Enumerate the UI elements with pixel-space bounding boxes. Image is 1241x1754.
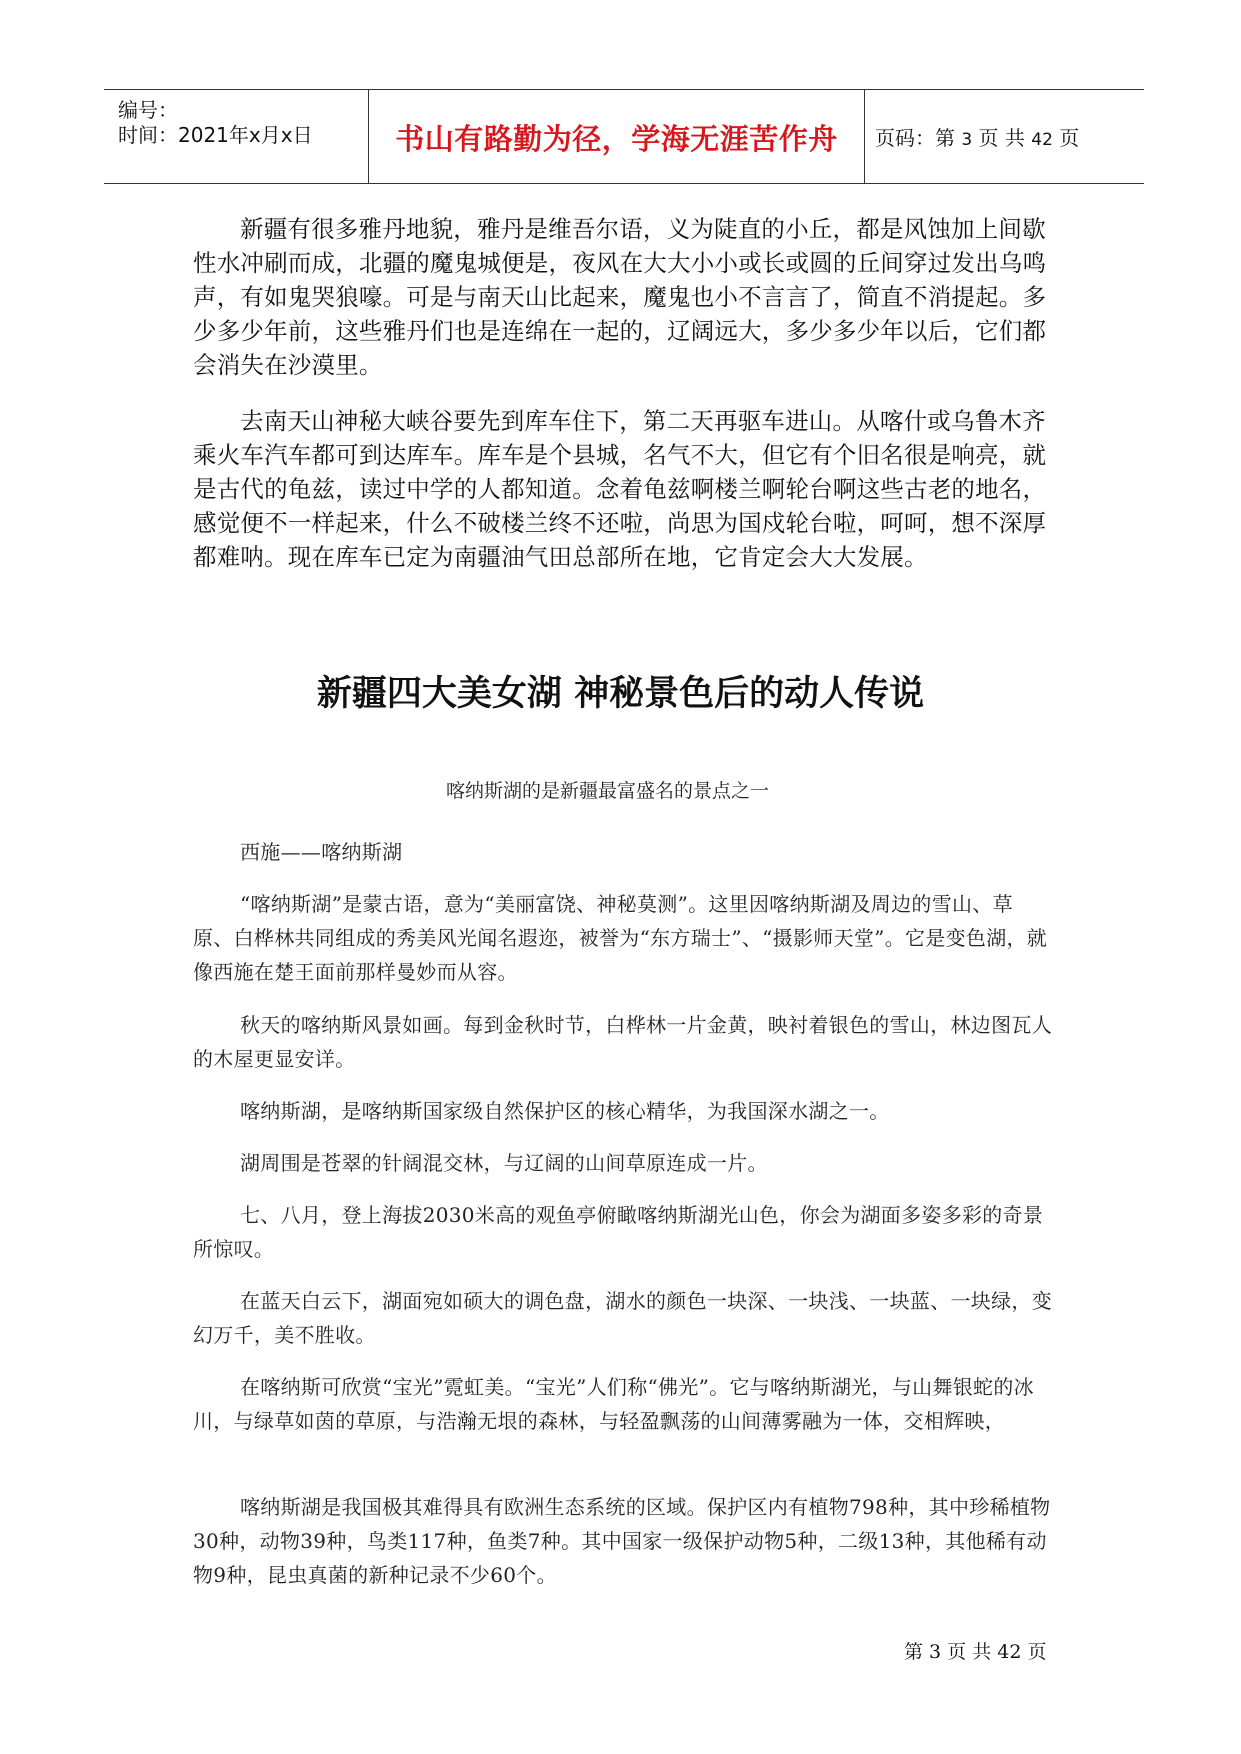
page-code-current: 3 [961,130,973,150]
article-paragraph: 秋天的喀纳斯风景如画。每到金秋时节，白桦林一片金黄，映衬着银色的雪山，林边图瓦人的木屋更显安详。 [193,1013,1052,1071]
article-paragraph: 在蓝天白云下，湖面宛如硕大的调色盘，湖水的颜色一块深、一块浅、一块蓝、一块绿，变幻万千，美不胜收。 [193,1289,1052,1347]
article-paragraph: 湖周围是苍翠的针阔混交林，与辽阔的山间草原连成一片。 [240,1151,768,1175]
article-paragraph: 在喀纳斯可欣赏“宝光”霓虹美。“宝光”人们称“佛光”。它与喀纳斯湖光，与山舞银蛇的冰川，与绿草如茵的草原，与浩瀚无垠的森林，与轻盈飘荡的山间薄雾融为一体，交相辉映， [193,1375,1034,1433]
page-header [104,89,1144,184]
header-motto-cell [369,90,865,183]
article-paragraph: 七、八月，登上海拔2030米高的观鱼亭俯瞰喀纳斯湖光山色，你会为湖面多姿多彩的奇景所惊叹。 [193,1203,1044,1261]
intro-paragraph-yardang: 新疆有很多雅丹地貌，雅丹是维吾尔语，义为陡直的小丘，都是风蚀加上间歇性水冲刷而成，北疆的魔鬼城便是，夜风在大大小小或长或圆的丘间穿过发出乌鸣声，有如鬼哭狼嚎。可是与南天山比起来，魔鬼也小不言言了，简直不消提起。多少多少年前，这些雅丹们也是连绵在一起的，辽阔远大，多少多少年以后，它们都会消失在沙漠里。 [193,215,1047,379]
intro-paragraph-kuqa: 去南天山神秘大峡谷要先到库车住下，第二天再驱车进山。从喀什或乌鲁木齐乘火车汽车都可到达库车。库车是个县城，名气不大，但它有个旧名很是响亮，就是古代的龟兹，读过中学的人都知道。念着龟兹啊楼兰啊轮台啊这些古老的地名，感觉便不一样起来，什么不破楼兰终不还啦，尚思为国戍轮台啦，呵呵，想不深厚都难呐。现在库车已定为南疆油气田总部所在地，它肯定会大大发展。 [193,407,1047,571]
document-time-label: 时间：2021年x月x日 [118,123,313,147]
header-page-code [875,122,1079,151]
page-code-prefix: 页码：第 [875,126,955,150]
article-paragraph: 喀纳斯湖，是喀纳斯国家级自然保护区的核心精华，为我国深水湖之一。 [240,1099,890,1123]
header-motto: 书山有路勤为径，学海无涯苦作舟 [395,122,838,156]
page-code-total: 42 [1031,130,1053,150]
article-title: 新疆四大美女湖 神秘景色后的动人传说 [316,673,925,714]
article-paragraph: 西施——喀纳斯湖 [240,840,403,864]
header-info-cell [104,90,369,183]
article-paragraph: 喀纳斯湖是我国极其难得具有欧洲生态系统的区域。保护区内有植物798种，其中珍稀植物30种，动物39种，鸟类117种，鱼类7种。其中国家一级保护动物5种，二级13种，其他稀有动物9种，昆虫真菌的新种记录不少60个。 [193,1495,1051,1587]
document-number-label: 编号： [118,98,178,122]
header-page-cell [865,90,1144,183]
page-code-middle: 页 共 [978,126,1025,150]
page-footer: 第 3 页 共 42 页 [904,1641,1047,1663]
article-paragraph: “喀纳斯湖”是蒙古语，意为“美丽富饶、神秘莫测”。这里因喀纳斯湖及周边的雪山、草原、白桦林共同组成的秀美风光闻名遐迩，被誉为“东方瑞士”、“摄影师天堂”。它是变色湖，就像西施在楚王面前那样曼妙而从容。 [193,892,1048,984]
article-subtitle: 喀纳斯湖的是新疆最富盛名的景点之一 [446,780,770,802]
page-code-suffix: 页 [1059,126,1080,150]
